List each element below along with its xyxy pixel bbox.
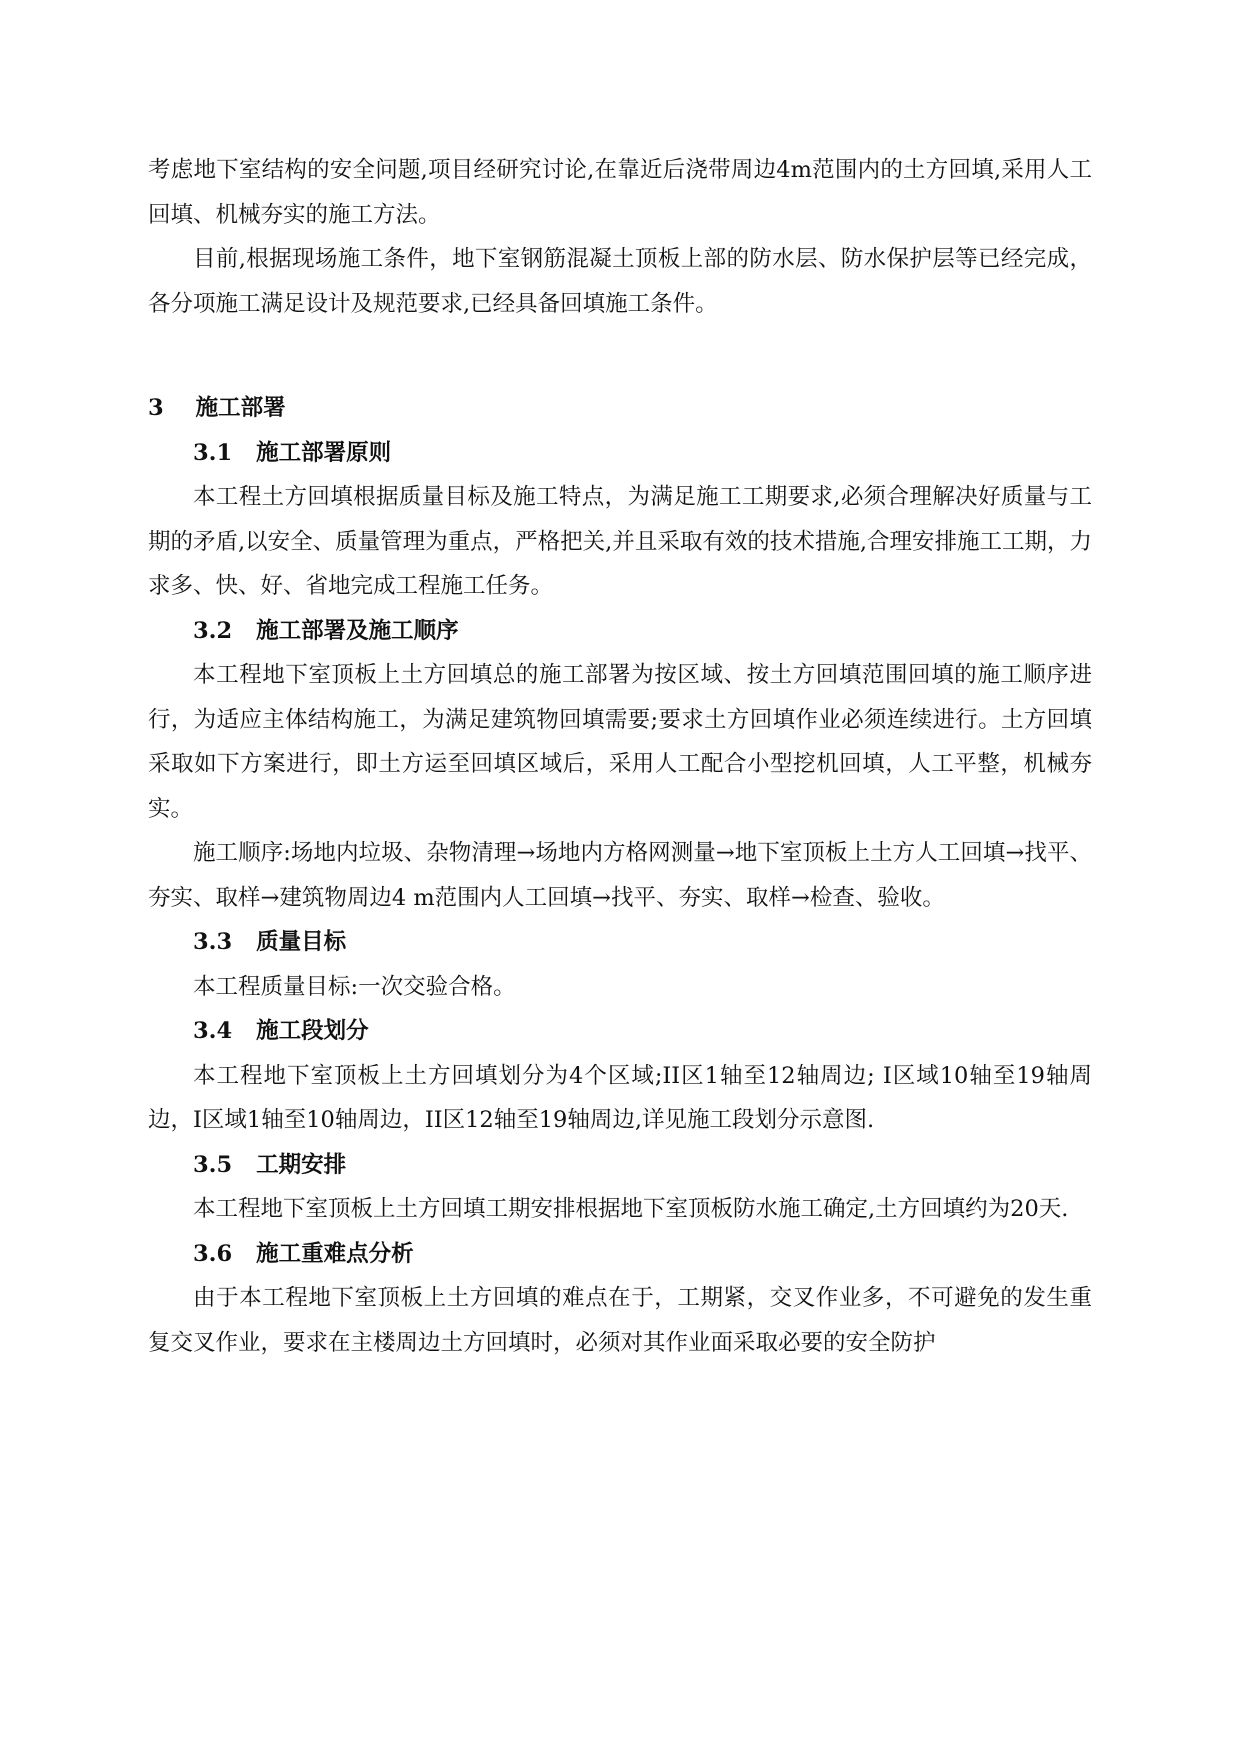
subsection-number: 3.5 xyxy=(193,1151,233,1178)
document-body xyxy=(148,148,1092,1365)
subsection-title: 施工部署及施工顺序 xyxy=(256,617,459,644)
section-3-number: 3 xyxy=(148,395,164,421)
subsection-3-6-heading xyxy=(148,1232,1092,1277)
subsection-number: 3.6 xyxy=(193,1240,233,1267)
subsection-number: 3.1 xyxy=(193,439,233,466)
subsection-3-4-paragraph: 本工程地下室顶板上土方回填划分为4个区域;II区1轴至12轴周边; I区域10轴至19轴周边，I区域1轴至10轴周边，II区12轴至19轴周边,详见施工段划分示意图. xyxy=(148,1062,1092,1133)
subsection-3-5-paragraph: 本工程地下室顶板上土方回填工期安排根据地下室顶板防水施工确定,土方回填约为20天. xyxy=(193,1196,1069,1222)
subsection-3-2-paragraph-1: 本工程地下室顶板上土方回填总的施工部署为按区域、按土方回填范围回填的施工顺序进行，为适应主体结构施工，为满足建筑物回填需要;要求土方回填作业必须连续进行。土方回填采取如下方案进行，即土方运至回填区域后，采用人工配合小型挖机回填，人工平整，机械夯实。 xyxy=(148,662,1092,822)
intro-paragraph-2: 目前,根据现场施工条件，地下室钢筋混凝土顶板上部的防水层、防水保护层等已经完成，各分项施工满足设计及规范要求,已经具备回填施工条件。 xyxy=(148,246,1092,317)
section-3-heading xyxy=(148,386,1092,431)
section-3-title: 施工部署 xyxy=(195,395,286,421)
subsection-3-2-paragraph-2: 施工顺序:场地内垃圾、杂物清理→场地内方格网测量→地下室顶板上土方人工回填→找平、夯实、取样→建筑物周边4 m范围内人工回填→找平、夯实、取样→检查、验收。 xyxy=(148,840,1092,911)
subsection-number: 3.3 xyxy=(193,929,233,955)
subsection-3-3-paragraph: 本工程质量目标:一次交验合格。 xyxy=(193,973,516,1000)
subsection-number: 3.2 xyxy=(193,617,233,644)
subsection-title: 质量目标 xyxy=(256,929,347,955)
subsection-3-6-paragraph: 由于本工程地下室顶板上土方回填的难点在于，工期紧，交叉作业多，不可避免的发生重复交叉作业，要求在主楼周边土方回填时，必须对其作业面采取必要的安全防护 xyxy=(148,1285,1092,1356)
subsection-title: 施工部署原则 xyxy=(256,439,392,466)
subsection-3-5-heading xyxy=(148,1143,1092,1188)
subsection-title: 施工重难点分析 xyxy=(256,1240,414,1267)
subsection-3-1-paragraph: 本工程土方回填根据质量目标及施工特点，为满足施工工期要求,必须合理解决好质量与工期的矛盾,以安全、质量管理为重点，严格把关,并且采取有效的技术措施,合理安排施工工期，力求多、快、好、省地完成工程施工任务。 xyxy=(148,484,1092,599)
subsection-3-1-heading xyxy=(148,431,1092,476)
subsection-3-3-heading xyxy=(148,920,1092,965)
intro-paragraph-1: 考虑地下室结构的安全问题,项目经研究讨论,在靠近后浇带周边4m范围内的土方回填,采用人工回填、机械夯实的施工方法。 xyxy=(148,157,1092,228)
subsection-3-4-heading xyxy=(148,1009,1092,1054)
subsection-number: 3.4 xyxy=(193,1018,233,1044)
subsection-title: 工期安排 xyxy=(256,1151,347,1178)
subsection-title: 施工段划分 xyxy=(256,1018,369,1044)
subsection-3-2-heading xyxy=(148,609,1092,654)
